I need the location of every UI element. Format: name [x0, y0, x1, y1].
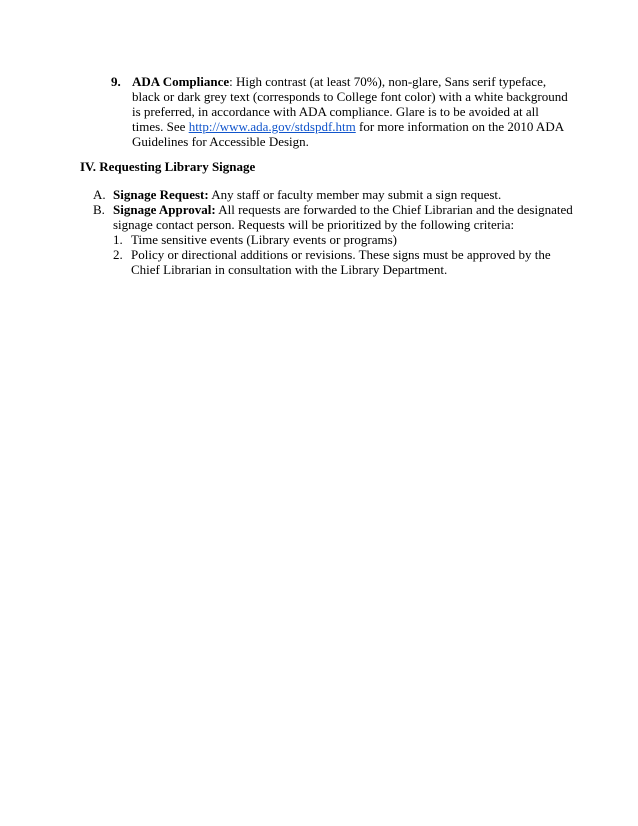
criteria-text: Time sensitive events (Library events or programs) [131, 232, 397, 247]
list-item-text: Any staff or faculty member may submit a sign request. [208, 187, 502, 202]
criteria-text: Policy or directional additions or revisions. These signs must be approved by the Chief Librarian in consultation with the Library Department. [131, 247, 551, 277]
list-item-signage-approval [93, 202, 573, 232]
criteria-marker: 1. [113, 232, 123, 247]
ada-standards-link[interactable]: http://www.ada.gov/stdspdf.htm [188, 119, 356, 134]
signage-list [93, 187, 573, 277]
list-item-title: Signage Approval: [113, 202, 216, 217]
criteria-marker: 2. [113, 247, 123, 262]
criteria-item-policy [113, 247, 573, 277]
list-item-title: Signage Request: [113, 187, 209, 202]
list-item-marker: A. [93, 187, 106, 202]
criteria-item-time-sensitive [113, 232, 573, 247]
list-item-text: : High contrast (at least 70%), non-glare, Sans serif typeface, black or dark grey text (corresponds to College font color) with a white background is preferred, in accordance with ADA compliance. Glare is to be avoided at all times. See [132, 74, 568, 134]
list-item-text: All requests are forwarded to the Chief Librarian and the designated signage contact person. Requests will be prioritized by the following criteria: [113, 202, 573, 232]
list-item-number: 9. [111, 74, 121, 89]
list-item-text-continued: for more information on the 2010 ADA Guidelines for Accessible Design. [132, 119, 564, 149]
list-item-signage-request [93, 187, 573, 202]
list-item-title: ADA Compliance [132, 74, 230, 89]
list-item-marker: B. [93, 202, 105, 217]
section-heading: IV. Requesting Library Signage [80, 159, 256, 174]
list-item-body [132, 74, 571, 149]
list-item-ada-compliance [111, 74, 571, 149]
